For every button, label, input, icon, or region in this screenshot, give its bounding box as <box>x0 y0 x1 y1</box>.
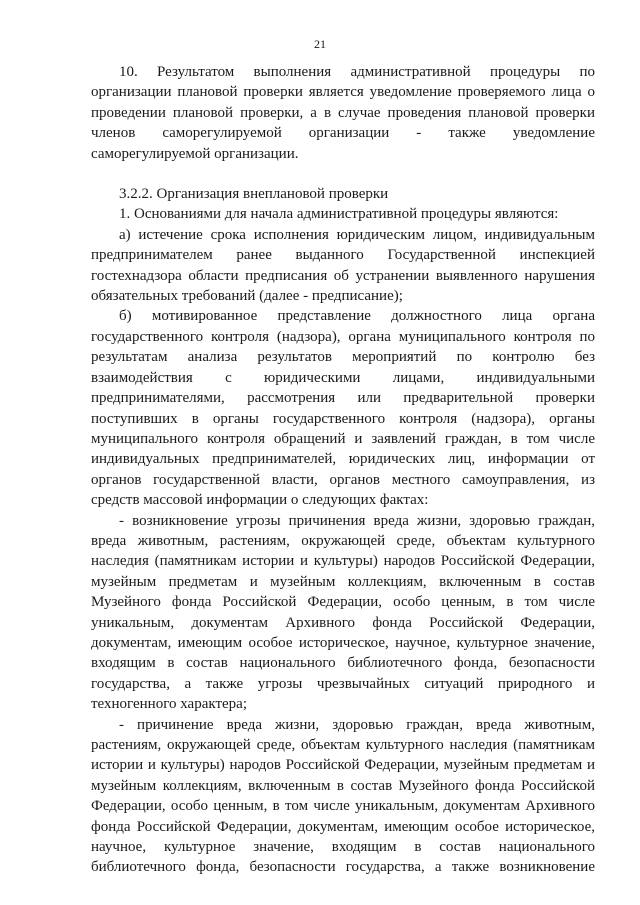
text-line: наследия (памятникам истории и культуры) народов Российской Федерации, <box>91 553 595 570</box>
text-line: - возникновение угрозы причинения вреда жизни, здоровью граждан, <box>119 512 595 529</box>
text-line: саморегулируемой организации. <box>91 145 299 162</box>
text-line: предпринимателями, рассмотрения или предварительной проверки <box>91 390 595 407</box>
text-line: входящим в состав национального библиотечного фонда, безопасности <box>91 655 595 672</box>
page-number: 21 <box>314 37 326 51</box>
text-line: Музейного фонда Российской Федерации, особо ценным, в том числе <box>91 594 595 611</box>
document-body <box>91 62 595 878</box>
paragraph-threat-bullet <box>91 511 595 715</box>
text-line: 10. Результатом выполнения административной процедуры по <box>119 64 595 80</box>
text-line: растениям, окружающей среде, объектам культурного наследия (памятникам <box>91 737 595 753</box>
paragraph-grounds <box>91 204 595 224</box>
section-heading <box>91 184 595 204</box>
text-line: поступивших в органы государственного контроля (надзора), органы <box>91 410 595 427</box>
text-line: 1. Основаниями для начала административной процедуры являются: <box>119 206 559 223</box>
text-line: государственного контроля (надзора), органа муниципального контроля по <box>91 328 595 345</box>
paragraph-planned-inspection-result <box>63 62 595 164</box>
text-line: библиотечного фонда, безопасности государства, а также возникновение <box>91 859 595 876</box>
text-line: уникальным, документам Архивного фонда Российской Федерации, <box>91 614 595 631</box>
paragraph-harm-bullet <box>91 715 595 878</box>
paragraph-item-b <box>91 306 595 510</box>
paragraph-item-a <box>91 225 595 307</box>
text-line: взаимодействия с юридическими лицами, индивидуальными <box>91 369 595 386</box>
text-line: научное, культурное значение, входящим в состав национального <box>91 839 595 856</box>
text-line: обязательных требований (далее - предписание); <box>91 288 403 305</box>
text-line: средств массовой информации о следующих фактах: <box>91 492 429 509</box>
text-line: предпринимателем ранее выданного Государственной инспекцией <box>91 247 595 264</box>
text-line: истории и культуры) народов Российской Федерации, музейным предметам и <box>91 757 595 774</box>
text-line: муниципального контроля обращений и заявлений граждан, в том числе <box>91 430 595 447</box>
text-line: музейным коллекциям, включенным в состав Музейного фонда Российской <box>91 777 595 794</box>
text-line: б) мотивированное представление должностного лица органа <box>119 308 595 325</box>
text-line: результатам анализа результатов мероприятий по контролю без <box>91 349 595 366</box>
text-line: членов саморегулируемой организации - также уведомление <box>91 125 595 142</box>
text-line: Федерации, особо ценным, в том числе уникальным, документам Архивного <box>91 798 595 815</box>
text-line: техногенного характера; <box>91 696 247 713</box>
text-line: проведении плановой проверки, а в случае проведения плановой проверки <box>91 104 595 121</box>
text-line: а) истечение срока исполнения юридическим лицом, индивидуальным <box>119 226 595 243</box>
text-line: вреда животным, растениям, окружающей среде, объектам культурного <box>91 532 595 549</box>
text-line: государства, а также угрозы чрезвычайных ситуаций природного и <box>91 675 595 692</box>
text-line: органов государственной власти, органов местного самоуправления, из <box>91 471 595 488</box>
text-line: музейным предметам и музейным коллекциям, включенным в состав <box>91 573 595 590</box>
text-line: гостехнадзора области предписания об устранении выявленного нарушения <box>91 267 595 284</box>
text-line: - причинение вреда жизни, здоровью граждан, вреда животным, <box>119 716 595 733</box>
text-line: организации плановой проверки является уведомление проверяемого лица о <box>91 84 595 101</box>
text-line: индивидуальных предпринимателей, юридических лиц, информации от <box>91 451 595 468</box>
text-line: фонда Российской Федерации, документам, имеющим особое историческое, <box>91 818 595 835</box>
text-line: документам, имеющим особое историческое, научное, культурное значение, <box>91 634 595 651</box>
heading-text: 3.2.2. Организация внеплановой проверки <box>119 186 389 203</box>
